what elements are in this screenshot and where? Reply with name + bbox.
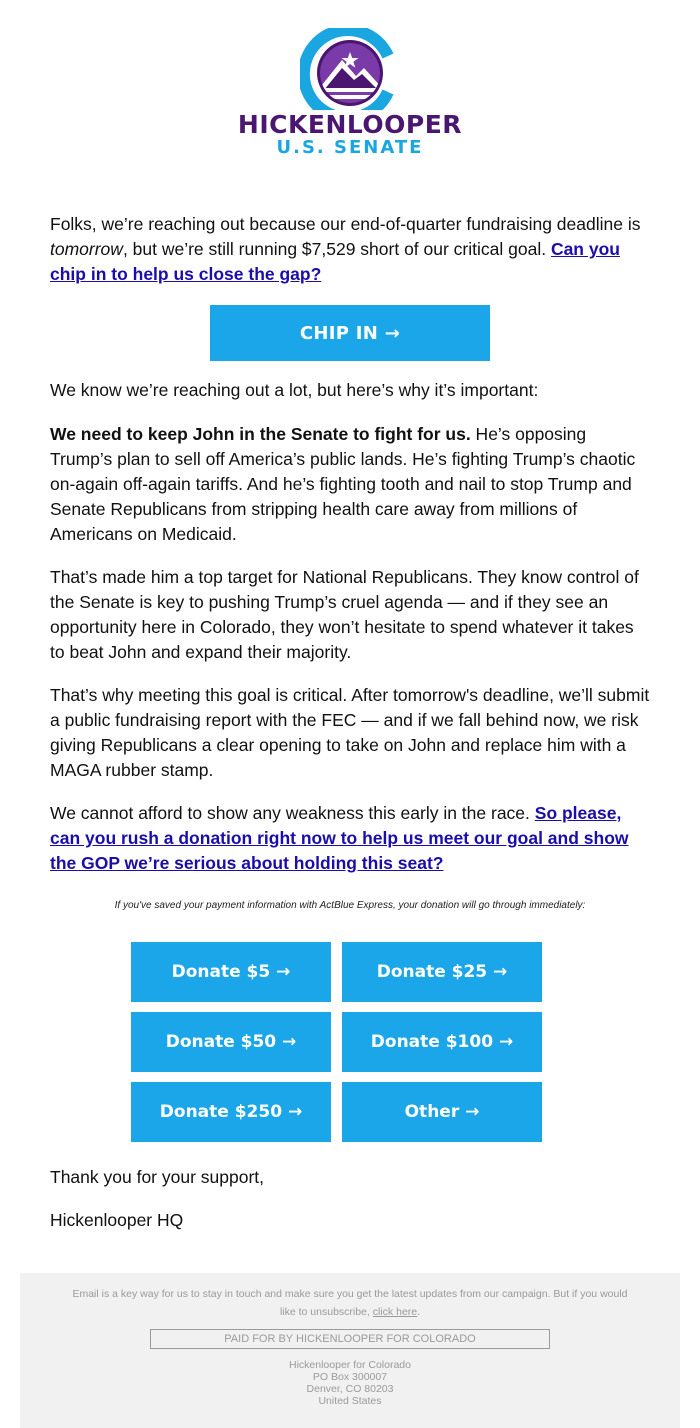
logo-subtitle: U.S. SENATE — [276, 137, 424, 158]
keep-john-paragraph: We need to keep John in the Senate to fight for us. He’s opposing Trump’s plan to sell off America’s public lands. He’s fighting Trump’s chaotic on-again off-again tariffs. And he’s fighting tooth and nail to stop Trump and Senate Republicans from stripping health care away from millions of Americans on Medicaid. — [50, 424, 636, 544]
unsubscribe-link[interactable]: click here — [372, 1306, 418, 1318]
logo-name: HICKENLOOPER — [237, 110, 463, 139]
address-line: PO Box 300007 — [312, 1371, 388, 1383]
address-line: Denver, CO 80203 — [306, 1383, 394, 1395]
donate-100-button[interactable]: Donate $100 → — [342, 1012, 542, 1072]
ask-paragraph: We cannot afford to show any weakness this early in the race. So please, can you rush a donation right now to help us meet our goal and show the GOP we’re serious about holding this seat? — [50, 803, 629, 873]
address-line: Hickenlooper for Colorado — [289, 1359, 411, 1371]
keep-john-bold: We need to keep John in the Senate to fight for us. — [50, 424, 471, 444]
thanks-text: Thank you for your support, — [50, 1167, 264, 1187]
footer-text: Email is a key way for us to stay in touch and make sure you get the latest updates from our campaign. But if you would like to unsubscribe, click here. — [72, 1288, 628, 1318]
emphasis-tomorrow: tomorrow — [50, 239, 123, 259]
target-paragraph: That’s made him a top target for National Republicans. They know control of the Senate is key to pushing Trump’s cruel agenda — and if they see an opportunity here in Colorado, they won’t hesitate to spend whatever it takes to beat John and expand their majority. — [50, 567, 639, 662]
donate-50-button[interactable]: Donate $50 → — [131, 1012, 331, 1072]
signature: Hickenlooper HQ — [50, 1210, 184, 1230]
donate-other-button[interactable]: Other → — [342, 1082, 542, 1142]
paid-for-disclaimer: PAID FOR BY HICKENLOOPER FOR COLORADO — [150, 1329, 550, 1349]
donation-ask-link[interactable]: So please, can you rush a donation right now to help us meet our goal and show the GOP we’re serious about holding this seat? — [50, 803, 629, 873]
intro-paragraph: Folks, we’re reaching out because our end-of-quarter fundraising deadline is tomorrow, but we’re still running $7,529 short of our critical goal. Can you chip in to help us close the gap? — [50, 214, 641, 284]
chip-in-link[interactable]: Can you chip in to help us close the gap? — [50, 239, 620, 284]
chip-in-button[interactable]: CHIP IN → — [210, 305, 490, 361]
campaign-logo — [0, 28, 700, 110]
goal-paragraph: That’s why meeting this goal is critical. After tomorrow's deadline, we’ll submit a public fundraising report with the FEC — and if we fall behind now, we risk giving Republicans a clear opening to take on John and replace him with a MAGA rubber stamp. — [50, 685, 650, 780]
mailing-address — [20, 1359, 680, 1407]
important-paragraph: We know we’re reaching out a lot, but here’s why it’s important: — [50, 380, 539, 400]
donate-250-button[interactable]: Donate $250 → — [131, 1082, 331, 1142]
address-line: United States — [318, 1395, 382, 1407]
donate-5-button[interactable]: Donate $5 → — [131, 942, 331, 1002]
email-footer — [20, 1273, 680, 1428]
mountain-c-logo-icon — [300, 28, 400, 110]
donate-25-button[interactable]: Donate $25 → — [342, 942, 542, 1002]
actblue-express-note: If you've saved your payment information with ActBlue Express, your donation will go through immediately: — [114, 900, 586, 911]
